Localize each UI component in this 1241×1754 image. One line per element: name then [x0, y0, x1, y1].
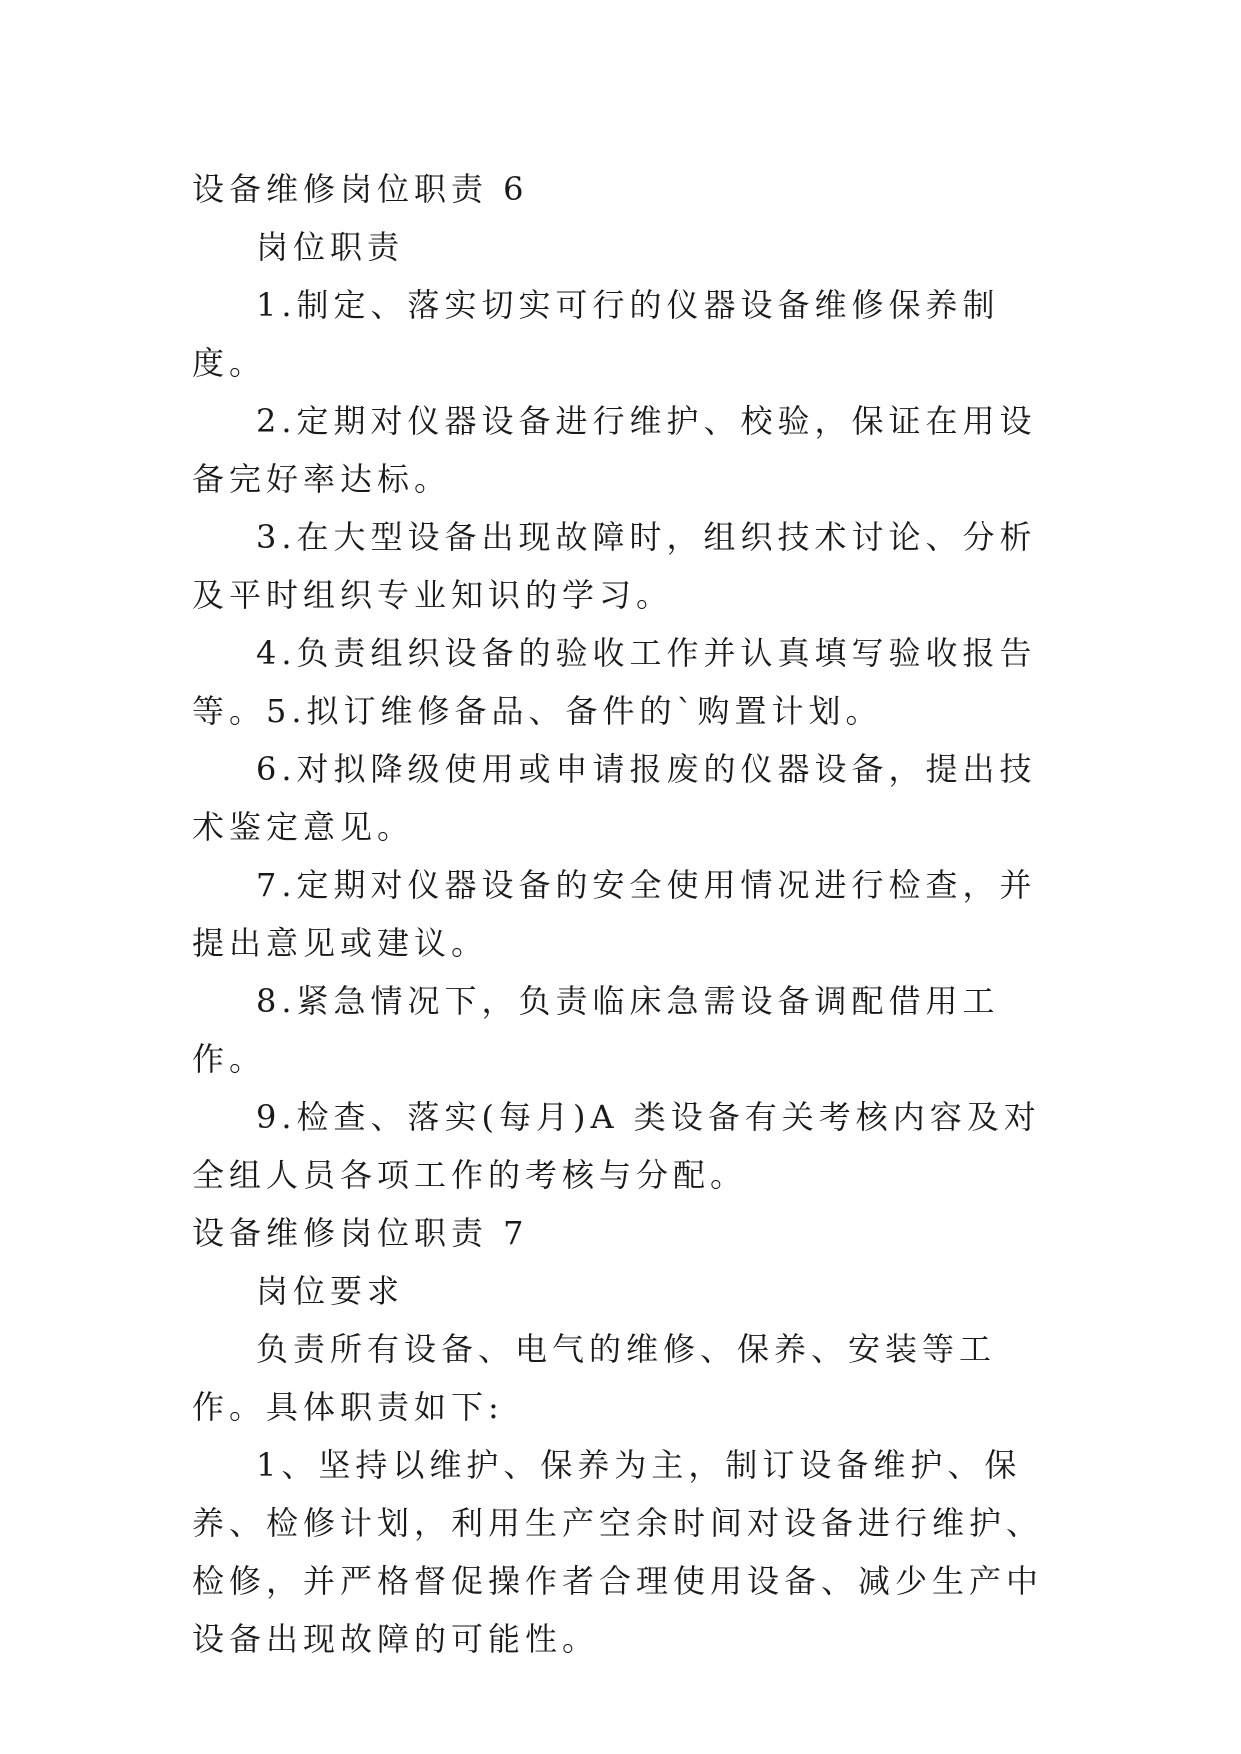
paragraph: 6.对拟降级使用或申请报废的仪器设备，提出技术鉴定意见。: [192, 750, 1037, 846]
paragraph: 9.检查、落实(每月)A 类设备有关考核内容及对全组人员各项工作的考核与分配。: [192, 1098, 1041, 1194]
paragraph: 7.定期对仪器设备的安全使用情况进行检查，并提出意见或建议。: [192, 866, 1037, 962]
section-heading: 设备维修岗位职责 7: [192, 1214, 529, 1252]
paragraph: 8.紧急情况下，负责临床急需设备调配借用工作。: [192, 982, 1000, 1078]
paragraph: 1.制定、落实切实可行的仪器设备维修保养制度。: [192, 286, 1000, 382]
paragraph: 负责所有设备、电气的维修、保养、安装等工作。具体职责如下:: [192, 1330, 997, 1426]
document-body: [192, 160, 1054, 1668]
section-heading: 设备维修岗位职责 6: [192, 170, 529, 208]
subheading: 岗位要求: [256, 1272, 405, 1310]
paragraph: 1、坚持以维护、保养为主，制订设备维护、保养、检修计划，利用生产空余时间对设备进行维护、检修，并严格督促操作者合理使用设备、减少生产中设备出现故障的可能性。: [192, 1446, 1044, 1658]
paragraph: 4.负责组织设备的验收工作并认真填写验收报告等。5.拟订维修备品、备件的`购置计划。: [192, 634, 1037, 730]
subheading: 岗位职责: [256, 228, 405, 266]
paragraph: 2.定期对仪器设备进行维护、校验，保证在用设备完好率达标。: [192, 402, 1037, 498]
paragraph: 3.在大型设备出现故障时，组织技术讨论、分析及平时组织专业知识的学习。: [192, 518, 1037, 614]
